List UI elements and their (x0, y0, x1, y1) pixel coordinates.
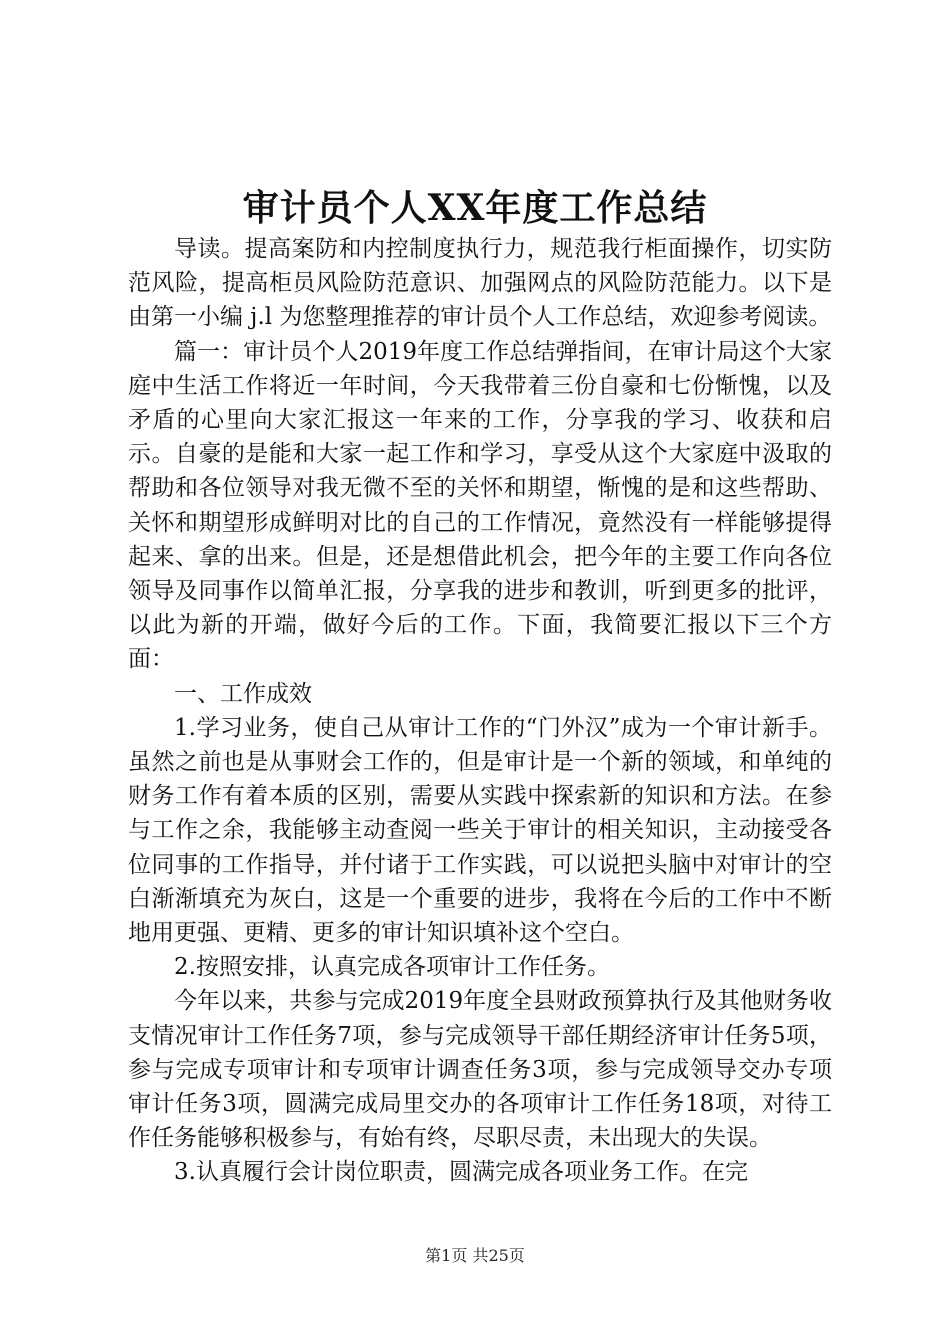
paragraph-item-1: 1.学习业务，使自己从审计工作的“门外汉”成为一个审计新手。虽然之前也是从事财会工作的，但是审计是一个新的领域，和单纯的财务工作有着本质的区别，需要从实践中探索新的知识和方法。在参与工作之余，我能够主动查阅一些关于审计的相关知识，主动接受各位同事的工作指导，并付诸于工作实践，可以说把头脑中对审计的空白渐渐填充为灰白，这是一个重要的进步，我将在今后的工作中不断地用更强、更精、更多的审计知识填补这个空白。 (128, 714, 832, 947)
paragraph-item-3: 3.认真履行会计岗位职责，圆满完成各项业务工作。在完 (174, 1159, 748, 1186)
section-heading-work-results: 一、工作成效 (174, 680, 312, 707)
document-body (128, 232, 832, 1190)
page-number-footer: 第1页 共25页 (425, 1246, 525, 1265)
paragraph-intro: 导读。提高案防和内控制度执行力，规范我行柜面操作，切实防范风险，提高柜员风险防范意识、加强网点的风险防范能力。以下是由第一小编 j.l 为您整理推荐的审计员个人工作总结，欢迎参考阅读。 (128, 236, 832, 331)
paragraph-tasks-summary: 今年以来，共参与完成2019年度全县财政预算执行及其他财务收支情况审计工作任务7项，参与完成领导干部任期经济审计任务5项，参与完成专项审计和专项审计调查任务3项，参与完成领导交办专项审计任务3项，圆满完成局里交办的各项审计工作任务18项，对待工作任务能够积极参与，有始有终，尽职尽责，未出现大的失误。 (128, 988, 832, 1152)
document-title: 审计员个人XX年度工作总结 (242, 187, 708, 229)
paragraph-part-one: 篇一：审计员个人2019年度工作总结弹指间，在审计局这个大家庭中生活工作将近一年时间，今天我带着三份自豪和七份惭愧，以及矛盾的心里向大家汇报这一年来的工作，分享我的学习、收获和启示。自豪的是能和大家一起工作和学习，享受从这个大家庭中汲取的帮助和各位领导对我无微不至的关怀和期望，惭愧的是和这些帮助、关怀和期望形成鲜明对比的自己的工作情况，竟然没有一样能够提得起来、拿的出来。但是，还是想借此机会，把今年的主要工作向各位领导及同事作以简单汇报，分享我的进步和教训，听到更多的批评，以此为新的开端，做好今后的工作。下面，我简要汇报以下三个方面： (128, 338, 832, 673)
paragraph-item-2: 2.按照安排，认真完成各项审计工作任务。 (174, 954, 610, 981)
